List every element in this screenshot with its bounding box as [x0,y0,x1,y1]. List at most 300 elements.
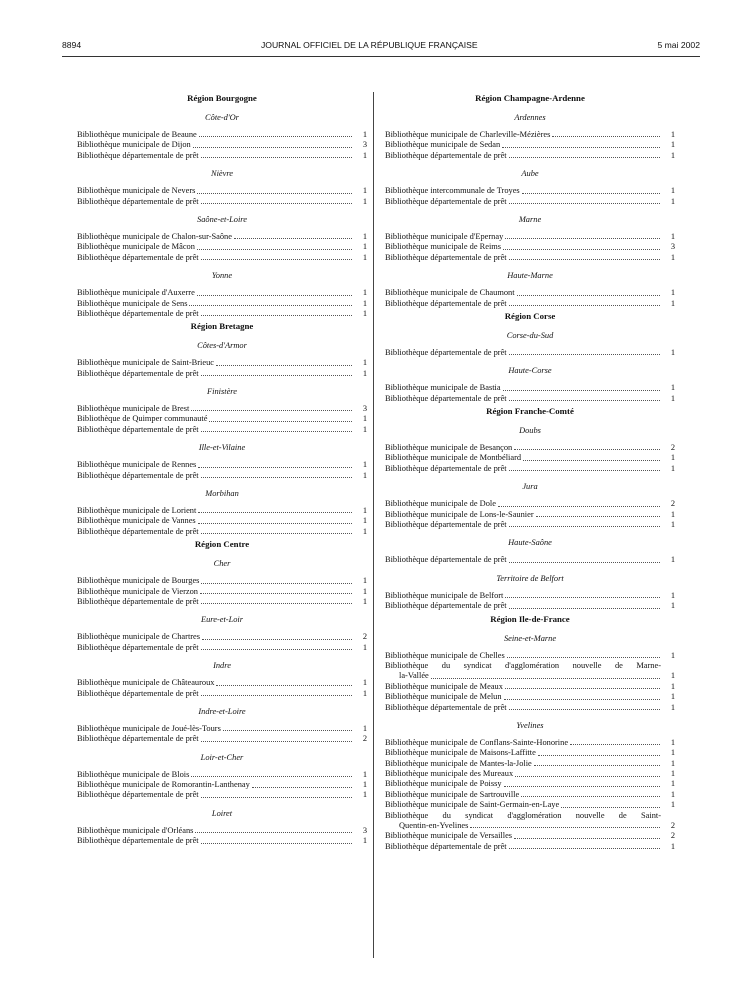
column-divider [373,92,374,958]
dot-leader [517,295,660,296]
library-name: Bibliothèque départementale de prêt [77,790,199,800]
library-name: Bibliothèque municipale de Maisons-Laffitte [385,748,536,758]
library-name: Bibliothèque municipale de Dole [385,499,496,509]
dot-leader [201,583,352,584]
dot-leader [521,796,660,797]
list-item [385,130,675,140]
library-count: 1 [362,424,367,434]
dot-leader [198,467,352,468]
library-name: Bibliothèque départementale de prêt [77,252,199,262]
list-item [385,288,675,298]
list-item [77,197,367,207]
dot-leader [200,593,352,594]
library-count: 1 [670,383,675,393]
department-heading: Morbihan [205,489,239,499]
list-item [77,358,367,368]
library-name: Bibliothèque du syndicat d'agglomération nouvelle de Saint- [385,810,661,820]
list-item [77,678,367,688]
library-count: 1 [670,186,675,196]
library-name: Bibliothèque départementale de prêt [385,347,507,357]
list-item [385,759,675,769]
left-column [77,91,367,847]
dot-leader [504,786,660,787]
dot-leader [191,410,352,411]
library-name: Bibliothèque municipale de Beaune [77,129,197,139]
library-name: Bibliothèque municipale de Châteauroux [77,678,215,688]
dot-leader [509,526,660,527]
library-name: Bibliothèque du syndicat d'agglomération nouvelle de Marne- [385,660,661,670]
library-count: 1 [362,196,367,206]
page-header [62,40,700,57]
list-item [77,689,367,699]
library-count: 1 [362,780,367,790]
dot-leader [509,354,660,355]
department-heading: Loiret [211,808,233,818]
list-item [385,253,675,263]
dot-leader [201,741,352,742]
library-name: Bibliothèque municipale d'Orléans [77,825,194,835]
library-count: 1 [670,702,675,712]
library-count: 2 [670,443,675,453]
library-count: 1 [670,650,675,660]
list-item [385,242,675,252]
library-count: 1 [670,288,675,298]
dot-leader [514,449,660,450]
library-count: 1 [362,470,367,480]
library-count: 1 [670,393,675,403]
department-heading: Indre [213,661,231,671]
department-heading: Eure-et-Loir [200,615,244,625]
library-count: 1 [670,841,675,851]
list-item [77,425,367,435]
library-name: Bibliothèque municipale de Belfort [385,590,504,600]
library-count: 1 [670,298,675,308]
dot-leader [503,390,660,391]
list-item [77,369,367,379]
journal-title: JOURNAL OFFICIEL DE LA RÉPUBLIQUE FRANÇAISE [260,40,478,50]
dot-leader [223,730,352,731]
library-name: Bibliothèque départementale de prêt [77,150,199,160]
list-item [77,576,367,586]
library-name: Bibliothèque intercommunale de Troyes [385,186,520,196]
department-heading: Corse-du-Sud [506,330,554,340]
list-item [77,826,367,836]
list-item [385,692,675,702]
library-count: 2 [362,632,367,642]
library-name: Bibliothèque municipale de Versailles [385,831,513,841]
library-name-line2: Quentin-en-Yvelines [399,821,469,831]
library-name: Bibliothèque municipale de Joué-lès-Tours [77,723,221,733]
library-count: 1 [362,358,367,368]
library-name: Bibliothèque municipale de Chelles [385,650,505,660]
library-count: 1 [670,150,675,160]
library-name: Bibliothèque municipale de Poissy [385,779,502,789]
list-item [77,587,367,597]
dot-leader [201,259,352,260]
library-count: 1 [362,298,367,308]
dot-leader [509,157,660,158]
library-count: 1 [670,789,675,799]
dot-leader [252,787,352,788]
dot-leader [509,848,660,849]
library-count: 1 [362,506,367,516]
list-item [385,748,675,758]
library-count: 1 [670,252,675,262]
right-column [385,91,675,852]
library-name: Bibliothèque départementale de prêt [385,393,507,403]
library-count: 3 [362,140,367,150]
library-name: Bibliothèque départementale de prêt [385,520,507,530]
library-count: 1 [362,242,367,252]
library-name: Bibliothèque départementale de prêt [77,596,199,606]
dot-leader [201,477,352,478]
dot-leader [189,305,352,306]
library-count: 1 [670,140,675,150]
list-item [77,724,367,734]
library-count: 1 [670,671,675,681]
library-count: 1 [362,252,367,262]
list-item [385,394,675,404]
library-count: 2 [362,734,367,744]
list-item [385,348,675,358]
library-name: Bibliothèque départementale de prêt [77,196,199,206]
library-count: 2 [670,831,675,841]
issue-date: 5 mai 2002 [657,40,700,50]
library-name: Bibliothèque municipale de Montbéliard [385,453,522,463]
list-item [77,527,367,537]
dot-leader [509,259,660,260]
dot-leader [431,678,660,679]
library-name: Bibliothèque départementale de prêt [77,308,199,318]
dot-leader [534,765,660,766]
library-name: Bibliothèque municipale de Chaumont [385,288,515,298]
list-item [77,460,367,470]
department-heading: Haute-Saône [508,538,552,548]
library-name-continued [385,671,675,681]
dot-leader [197,295,352,296]
dot-leader [509,608,660,609]
department-heading: Cher [213,559,231,569]
library-name: Bibliothèque départementale de prêt [77,368,199,378]
library-name: Bibliothèque municipale de Bastia [385,383,501,393]
dot-leader [201,533,352,534]
library-name: Bibliothèque départementale de prêt [385,298,507,308]
list-item [385,780,675,790]
region-heading: Région Franche-Comté [486,406,574,417]
dot-leader [202,639,352,640]
library-name: Bibliothèque municipale d'Epernay [385,231,504,241]
list-item [385,682,675,692]
region-heading: Région Bourgogne [187,93,257,103]
library-count: 1 [670,601,675,611]
library-name: Bibliothèque municipale de Sartrouville [385,789,520,799]
list-item [385,383,675,393]
dot-leader [505,238,660,239]
list-item [77,632,367,642]
list-item [77,288,367,298]
list-item [77,299,367,309]
library-count: 3 [362,404,367,414]
library-count: 1 [362,790,367,800]
region-heading: Région Ile-de-France [490,613,570,624]
list-item [77,791,367,801]
department-heading: Territoire de Belfort [496,573,564,583]
dot-leader [552,136,660,137]
region-heading: Région Bretagne [190,321,254,332]
department-heading: Nièvre [210,169,233,179]
region-heading: Région Centre [194,539,250,550]
library-count: 1 [670,453,675,463]
library-count: 1 [670,196,675,206]
library-name: Bibliothèque municipale de Besançon [385,443,513,453]
list-item [77,140,367,150]
list-item [385,299,675,309]
library-count: 1 [670,520,675,530]
page-number: 8894 [62,40,82,50]
list-item [385,443,675,453]
library-name: Bibliothèque municipale de Vierzon [77,586,198,596]
library-count: 1 [670,769,675,779]
library-count: 1 [362,129,367,139]
department-heading: Ille-et-Vilaine [198,443,246,453]
library-name: Bibliothèque municipale de Saint-Brieuc [77,358,214,368]
dot-leader [515,776,660,777]
library-count: 1 [362,723,367,733]
list-item [385,151,675,161]
list-item [385,790,675,800]
department-heading: Doubs [519,426,541,436]
library-name: Bibliothèque départementale de prêt [77,688,199,698]
dot-leader [201,375,352,376]
dot-leader [216,365,352,366]
library-count: 1 [362,308,367,318]
list-item [77,770,367,780]
library-name: Bibliothèque municipale de Rennes [77,460,197,470]
library-name: Bibliothèque municipale de Reims [385,242,502,252]
department-heading: Côtes-d'Armor [197,341,247,351]
dot-leader [198,523,352,524]
library-name: Bibliothèque départementale de prêt [385,252,507,262]
list-item [385,464,675,474]
library-name: Bibliothèque municipale de Lons-le-Saunier [385,509,534,519]
list-item [385,197,675,207]
list-item [77,471,367,481]
department-heading: Finistère [207,387,237,397]
library-count: 1 [670,737,675,747]
library-count: 1 [362,368,367,378]
library-name: Bibliothèque départementale de prêt [77,642,199,652]
library-name: Bibliothèque municipale de Brest [77,404,190,414]
dot-leader [536,516,660,517]
library-name: Bibliothèque municipale de Saint-Germain-en-Laye [385,800,560,810]
list-item [385,800,675,810]
list-item [385,186,675,196]
dot-leader [505,688,660,689]
list-item [385,453,675,463]
library-name: Bibliothèque municipale de Dijon [77,140,191,150]
library-count: 1 [362,414,367,424]
library-name: Bibliothèque départementale de prêt [77,526,199,536]
library-name: Bibliothèque municipale de Sedan [385,140,501,150]
dot-leader [201,695,352,696]
library-name: Bibliothèque municipale de Romorantin-Lanthenay [77,780,250,790]
library-name: Bibliothèque municipale des Mureaux [385,769,514,779]
dot-leader [509,709,660,710]
dot-leader [195,832,352,833]
library-count: 3 [362,825,367,835]
dot-leader [509,470,660,471]
library-count: 1 [362,231,367,241]
list-item [385,811,675,832]
library-name: Bibliothèque municipale de Bourges [77,576,200,586]
library-count: 1 [670,590,675,600]
dot-leader [561,807,660,808]
dot-leader [201,603,352,604]
dot-leader [523,460,660,461]
department-heading: Jura [522,482,538,492]
library-count: 1 [362,288,367,298]
dot-leader [201,797,352,798]
list-item [385,831,675,841]
library-name: Bibliothèque municipale de Mantes-la-Jolie [385,758,532,768]
dot-leader [209,421,352,422]
dot-leader [503,249,660,250]
library-count: 1 [670,129,675,139]
list-item [385,510,675,520]
list-item [77,597,367,607]
list-item [385,651,675,661]
library-count: 1 [362,460,367,470]
department-heading: Yvelines [516,720,544,730]
library-count: 1 [670,555,675,565]
dot-leader [514,838,660,839]
list-item [385,555,675,565]
library-count: 3 [670,242,675,252]
library-name: Bibliothèque départementale de prêt [77,734,199,744]
list-item [77,404,367,414]
library-count: 1 [362,688,367,698]
dot-leader [201,157,352,158]
dot-leader [197,193,352,194]
department-heading: Côte-d'Or [205,113,239,122]
dot-leader [502,147,660,148]
dot-leader [201,315,352,316]
list-item [385,661,675,682]
dot-leader [570,744,660,745]
library-name: Bibliothèque de Quimper communauté [77,414,208,424]
library-count: 1 [670,748,675,758]
dot-leader [507,657,660,658]
library-name: Bibliothèque municipale de Vannes [77,516,196,526]
library-name: Bibliothèque municipale de Blois [77,769,190,779]
department-heading: Ardennes [514,113,546,122]
department-heading: Indre-et-Loire [198,706,246,716]
list-item [385,769,675,779]
list-item [77,130,367,140]
library-count: 1 [362,186,367,196]
department-heading: Marne [518,214,542,224]
library-name: Bibliothèque municipale de Chartres [77,632,201,642]
list-item [77,734,367,744]
dot-leader [504,699,660,700]
list-item [77,186,367,196]
dot-leader [538,755,660,756]
list-item [385,738,675,748]
library-name: Bibliothèque municipale de Lorient [77,506,197,516]
list-item [77,242,367,252]
list-item [77,309,367,319]
library-name: Bibliothèque départementale de prêt [77,470,199,480]
list-item [77,780,367,790]
library-count: 1 [362,642,367,652]
library-name: Bibliothèque départementale de prêt [385,463,507,473]
library-name: Bibliothèque départementale de prêt [385,601,507,611]
library-count: 1 [362,596,367,606]
library-count: 1 [362,576,367,586]
dot-leader [509,305,660,306]
library-name: Bibliothèque municipale de Sens [77,298,188,308]
dot-leader [199,136,352,137]
library-count: 1 [670,692,675,702]
library-name: Bibliothèque municipale de Conflans-Sainte-Honorine [385,737,569,747]
list-item [77,643,367,653]
library-count: 1 [670,463,675,473]
library-name: Bibliothèque départementale de prêt [385,150,507,160]
library-name: Bibliothèque municipale de Chalon-sur-Saône [77,231,232,241]
list-item [77,151,367,161]
dot-leader [198,512,352,513]
list-item [385,703,675,713]
list-item [77,232,367,242]
library-name: Bibliothèque municipale de Nevers [77,186,196,196]
department-heading: Seine-et-Marne [503,633,557,643]
dot-leader [201,431,352,432]
dot-leader [201,203,352,204]
dot-leader [197,249,352,250]
department-heading: Loir-et-Cher [200,752,244,762]
department-heading: Yonne [211,271,233,281]
department-heading: Haute-Marne [507,271,553,281]
library-count: 1 [670,758,675,768]
library-name: Bibliothèque départementale de prêt [385,702,507,712]
dot-leader [522,193,660,194]
department-heading: Saône-et-Loire [197,214,247,224]
dot-leader [191,776,352,777]
dot-leader [201,649,352,650]
list-item [77,836,367,846]
library-count: 1 [362,150,367,160]
department-heading: Haute-Corse [508,366,552,376]
dot-leader [201,843,352,844]
list-item [385,499,675,509]
list-item [385,601,675,611]
library-name: Bibliothèque municipale d'Auxerre [77,288,195,298]
list-item [385,842,675,852]
library-count: 1 [670,681,675,691]
library-count: 2 [670,821,675,831]
department-heading: Aube [521,169,539,179]
list-item [385,591,675,601]
library-count: 2 [670,499,675,509]
library-name: Bibliothèque municipale de Charleville-Mézières [385,129,551,139]
library-name: Bibliothèque municipale de Melun [385,692,502,702]
region-heading: Région Champagne-Ardenne [475,93,585,103]
library-count: 1 [362,516,367,526]
list-item [77,506,367,516]
library-count: 1 [670,347,675,357]
dot-leader [498,506,660,507]
list-item [77,414,367,424]
